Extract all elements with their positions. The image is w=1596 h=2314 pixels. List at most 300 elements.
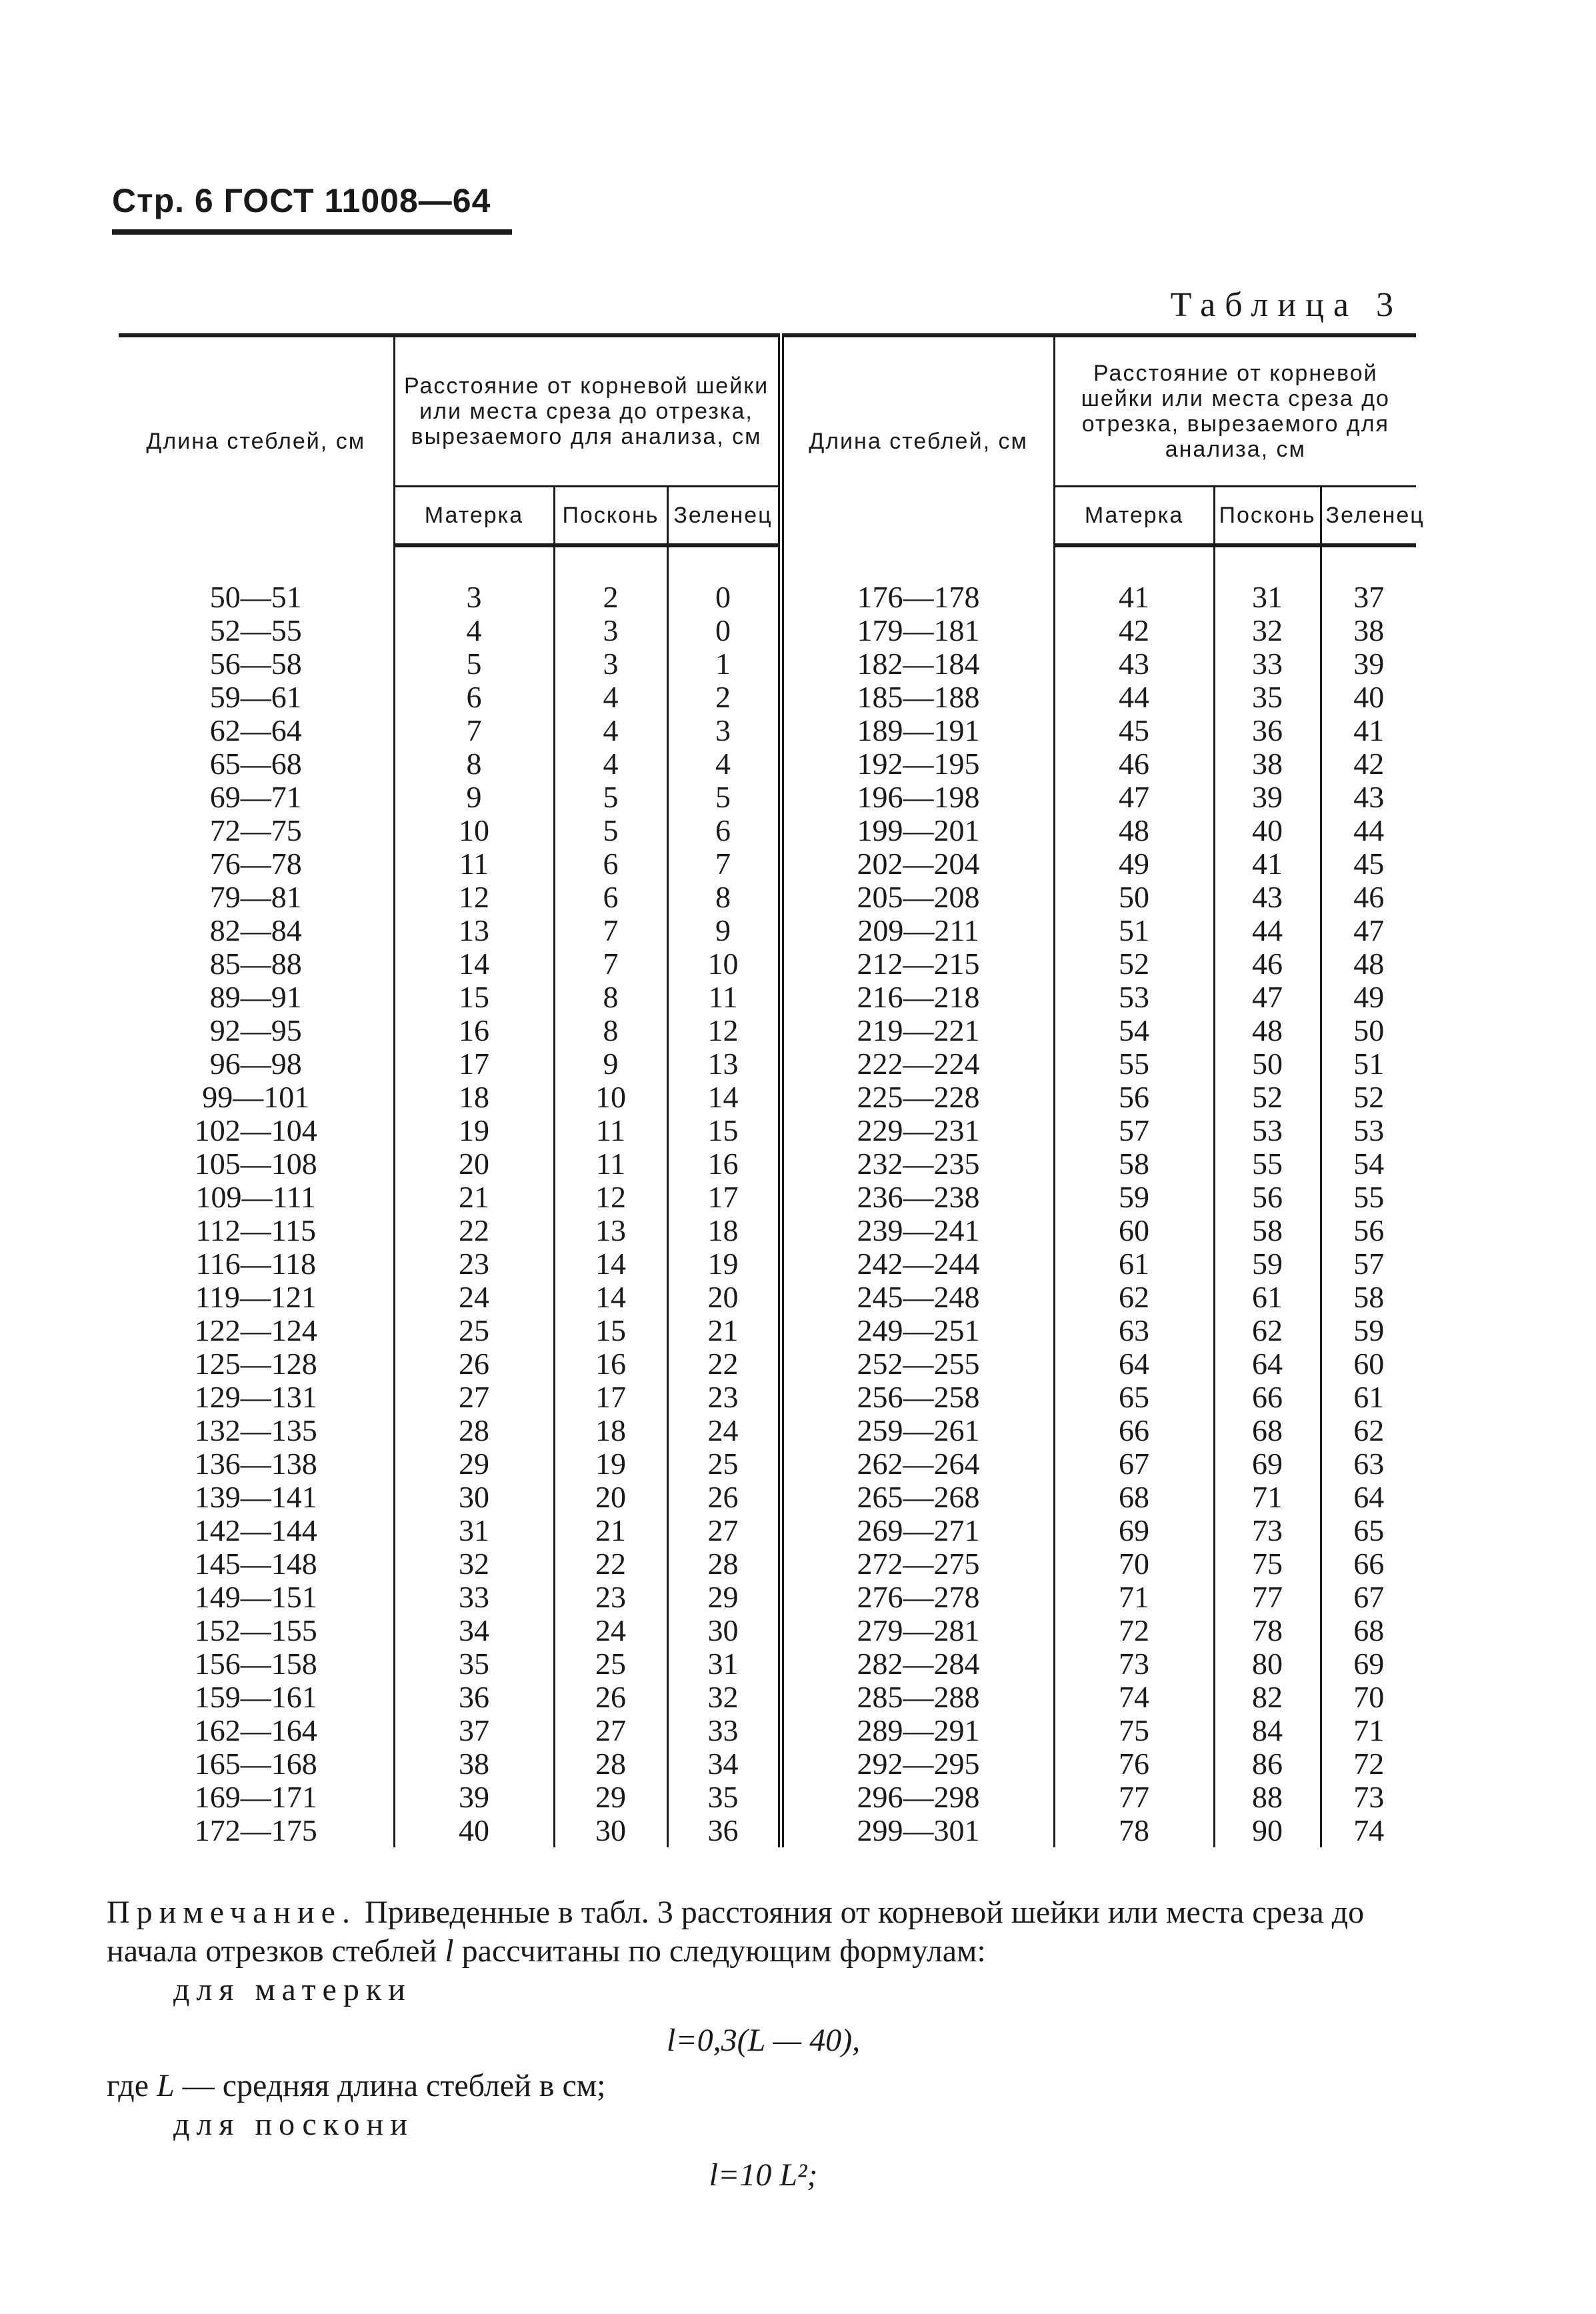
right-length-cell: 189—191 xyxy=(781,714,1054,747)
right-length-cell: 209—211 xyxy=(781,914,1054,947)
left-length-cell: 119—121 xyxy=(119,1281,394,1314)
right-poskon-cell: 59 xyxy=(1214,1247,1321,1281)
left-zelenets-cell: 12 xyxy=(667,1014,781,1047)
left-poskon-cell: 12 xyxy=(554,1181,667,1214)
left-poskon-cell: 23 xyxy=(554,1581,667,1614)
right-length-cell: 289—291 xyxy=(781,1714,1054,1747)
right-zelenets-cell: 72 xyxy=(1353,1747,1385,1781)
spacer-cell xyxy=(119,545,394,581)
right-poskon-cell: 31 xyxy=(1214,581,1321,614)
right-materka-cell: 58 xyxy=(1054,1147,1214,1181)
left-sub-materka: Матерка xyxy=(394,487,554,546)
left-length-cell: 82—84 xyxy=(119,914,394,947)
left-poskon-cell: 4 xyxy=(554,714,667,747)
right-poskon-cell: 48 xyxy=(1214,1014,1321,1047)
left-materka-cell: 32 xyxy=(394,1547,554,1581)
left-zelenets-cell: 6 xyxy=(667,814,781,847)
left-zelenets-cell: 20 xyxy=(667,1281,781,1314)
table-row xyxy=(119,1447,1416,1481)
right-sub-poskon: Посконь xyxy=(1214,487,1321,546)
right-zelenets-cell: 68 xyxy=(1353,1613,1385,1647)
right-poskon-cell: 68 xyxy=(1214,1414,1321,1447)
left-zelenets-cell: 36 xyxy=(667,1814,781,1847)
right-materka-cell: 45 xyxy=(1054,714,1214,747)
left-poskon-cell: 27 xyxy=(554,1714,667,1747)
left-poskon-cell: 18 xyxy=(554,1414,667,1447)
left-poskon-cell: 6 xyxy=(554,847,667,881)
left-sub-poskon: Посконь xyxy=(554,487,667,546)
left-poskon-cell: 3 xyxy=(554,647,667,681)
right-distance-header: Расстояние от корневой шейки или места среза до отрезка, вырезаемого для анализа, см xyxy=(1054,335,1416,487)
left-poskon-cell: 21 xyxy=(554,1514,667,1547)
left-poskon-cell: 14 xyxy=(554,1281,667,1314)
right-zelenets-cell: 42 xyxy=(1353,747,1385,781)
table-row xyxy=(119,1214,1416,1247)
right-zelenets-cell: 41 xyxy=(1353,713,1385,747)
right-length-cell: 196—198 xyxy=(781,781,1054,814)
left-materka-cell: 22 xyxy=(394,1214,554,1247)
note-label: Примечание. xyxy=(107,1895,357,1930)
table-row xyxy=(119,1547,1416,1581)
table-row xyxy=(119,1381,1416,1414)
left-poskon-cell: 15 xyxy=(554,1314,667,1347)
left-materka-cell: 17 xyxy=(394,1047,554,1081)
right-poskon-cell: 55 xyxy=(1214,1147,1321,1181)
left-length-cell: 109—111 xyxy=(119,1181,394,1214)
right-sub-materka: Матерка xyxy=(1054,487,1214,546)
right-materka-cell: 53 xyxy=(1054,981,1214,1014)
right-length-cell: 179—181 xyxy=(781,614,1054,647)
right-length-cell: 279—281 xyxy=(781,1614,1054,1647)
right-length-cell: 282—284 xyxy=(781,1647,1054,1681)
right-length-cell: 205—208 xyxy=(781,881,1054,914)
right-materka-cell: 65 xyxy=(1054,1381,1214,1414)
left-poskon-cell: 5 xyxy=(554,814,667,847)
spacer-cell xyxy=(394,545,554,581)
left-poskon-cell: 2 xyxy=(554,581,667,614)
left-materka-cell: 34 xyxy=(394,1614,554,1647)
left-poskon-cell: 24 xyxy=(554,1614,667,1647)
left-poskon-cell: 19 xyxy=(554,1447,667,1481)
right-length-cell: 256—258 xyxy=(781,1381,1054,1414)
left-materka-cell: 14 xyxy=(394,947,554,981)
left-materka-cell: 13 xyxy=(394,914,554,947)
left-sub-zelenets: Зеленец xyxy=(667,487,781,546)
right-materka-cell: 57 xyxy=(1054,1114,1214,1147)
formula-poskon: l=10 L²; xyxy=(709,2157,818,2193)
left-length-cell: 52—55 xyxy=(119,614,394,647)
right-zelenets-cell: 51 xyxy=(1353,1047,1385,1081)
left-zelenets-cell: 18 xyxy=(667,1214,781,1247)
left-length-cell: 116—118 xyxy=(119,1247,394,1281)
right-zelenets-cell: 70 xyxy=(1353,1680,1385,1714)
left-length-cell: 149—151 xyxy=(119,1581,394,1614)
right-poskon-cell: 82 xyxy=(1214,1681,1321,1714)
right-poskon-cell: 71 xyxy=(1214,1481,1321,1514)
right-zelenets-cell: 52 xyxy=(1353,1080,1385,1114)
right-materka-cell: 50 xyxy=(1054,881,1214,914)
right-length-header: Длина стеблей, см xyxy=(781,335,1054,545)
left-length-cell: 50—51 xyxy=(119,581,394,614)
left-length-cell: 125—128 xyxy=(119,1347,394,1381)
page-header xyxy=(112,181,491,220)
left-materka-cell: 36 xyxy=(394,1681,554,1714)
left-materka-cell: 27 xyxy=(394,1381,554,1414)
table-row xyxy=(119,1114,1416,1147)
right-materka-cell: 59 xyxy=(1054,1181,1214,1214)
table-row xyxy=(119,1714,1416,1747)
left-length-cell: 159—161 xyxy=(119,1681,394,1714)
right-materka-cell: 41 xyxy=(1054,581,1214,614)
table-row xyxy=(119,847,1416,881)
table-row xyxy=(119,1081,1416,1114)
right-zelenets-cell: 71 xyxy=(1353,1713,1385,1747)
left-materka-cell: 11 xyxy=(394,847,554,881)
right-materka-cell: 56 xyxy=(1054,1081,1214,1114)
left-zelenets-cell: 7 xyxy=(667,847,781,881)
right-length-cell: 192—195 xyxy=(781,747,1054,781)
left-length-cell: 136—138 xyxy=(119,1447,394,1481)
right-poskon-cell: 58 xyxy=(1214,1214,1321,1247)
left-length-cell: 132—135 xyxy=(119,1414,394,1447)
table-row xyxy=(119,614,1416,647)
table-row xyxy=(119,1414,1416,1447)
right-poskon-cell: 46 xyxy=(1214,947,1321,981)
right-zelenets-cell: 62 xyxy=(1353,1413,1385,1447)
table-row xyxy=(119,781,1416,814)
right-zelenets-cell: 37 xyxy=(1353,580,1385,614)
left-poskon-cell: 6 xyxy=(554,881,667,914)
left-poskon-cell: 16 xyxy=(554,1347,667,1381)
left-poskon-cell: 22 xyxy=(554,1547,667,1581)
table-row xyxy=(119,714,1416,747)
spacer-cell xyxy=(781,545,1054,581)
right-zelenets-cell: 59 xyxy=(1353,1313,1385,1347)
left-poskon-cell: 20 xyxy=(554,1481,667,1514)
left-zelenets-cell: 16 xyxy=(667,1147,781,1181)
left-length-cell: 122—124 xyxy=(119,1314,394,1347)
right-poskon-cell: 88 xyxy=(1214,1781,1321,1814)
right-materka-cell: 76 xyxy=(1054,1747,1214,1781)
left-materka-cell: 25 xyxy=(394,1314,554,1347)
table-row xyxy=(119,1347,1416,1381)
left-poskon-cell: 26 xyxy=(554,1681,667,1714)
table-row xyxy=(119,1814,1416,1847)
page-header-text: Стр. 6 ГОСТ 11008—64 xyxy=(112,182,491,219)
table-row xyxy=(119,1314,1416,1347)
right-materka-cell: 60 xyxy=(1054,1214,1214,1247)
left-materka-cell: 18 xyxy=(394,1081,554,1114)
right-zelenets-cell: 63 xyxy=(1353,1447,1385,1481)
right-materka-cell: 55 xyxy=(1054,1047,1214,1081)
left-materka-cell: 33 xyxy=(394,1581,554,1614)
table-row xyxy=(119,1247,1416,1281)
left-zelenets-cell: 34 xyxy=(667,1747,781,1781)
right-zelenets-cell: 40 xyxy=(1353,680,1385,714)
left-materka-cell: 26 xyxy=(394,1347,554,1381)
left-materka-cell: 9 xyxy=(394,781,554,814)
right-length-cell: 245—248 xyxy=(781,1281,1054,1314)
right-materka-cell: 52 xyxy=(1054,947,1214,981)
left-materka-cell: 24 xyxy=(394,1281,554,1314)
spacer-cell xyxy=(1321,545,1416,581)
right-poskon-cell: 90 xyxy=(1214,1814,1321,1847)
right-materka-cell: 74 xyxy=(1054,1681,1214,1714)
right-length-cell: 176—178 xyxy=(781,581,1054,614)
table-row xyxy=(119,914,1416,947)
left-zelenets-cell: 4 xyxy=(667,747,781,781)
right-materka-cell: 43 xyxy=(1054,647,1214,681)
left-materka-cell: 8 xyxy=(394,747,554,781)
right-materka-cell: 72 xyxy=(1054,1614,1214,1647)
left-length-cell: 79—81 xyxy=(119,881,394,914)
right-zelenets-cell: 44 xyxy=(1353,813,1385,847)
note-var-l: l xyxy=(445,1933,454,1969)
right-zelenets-cell: 65 xyxy=(1353,1513,1385,1547)
left-zelenets-cell: 13 xyxy=(667,1047,781,1081)
right-materka-cell: 44 xyxy=(1054,681,1214,714)
left-materka-cell: 38 xyxy=(394,1747,554,1781)
left-poskon-cell: 7 xyxy=(554,947,667,981)
left-zelenets-cell: 19 xyxy=(667,1247,781,1281)
right-poskon-cell: 47 xyxy=(1214,981,1321,1014)
left-poskon-cell: 11 xyxy=(554,1147,667,1181)
left-length-header: Длина стеблей, см xyxy=(119,335,394,545)
right-length-cell: 229—231 xyxy=(781,1114,1054,1147)
spacer-cell xyxy=(554,545,667,581)
right-length-cell: 269—271 xyxy=(781,1514,1054,1547)
left-length-cell: 65—68 xyxy=(119,747,394,781)
right-length-cell: 252—255 xyxy=(781,1347,1054,1381)
left-zelenets-cell: 30 xyxy=(667,1614,781,1647)
right-length-cell: 299—301 xyxy=(781,1814,1054,1847)
right-materka-cell: 46 xyxy=(1054,747,1214,781)
left-materka-cell: 19 xyxy=(394,1114,554,1147)
left-materka-cell: 10 xyxy=(394,814,554,847)
note-where-prefix: где xyxy=(107,2068,149,2103)
left-length-cell: 99—101 xyxy=(119,1081,394,1114)
right-materka-cell: 64 xyxy=(1054,1347,1214,1381)
right-materka-cell: 78 xyxy=(1054,1814,1214,1847)
right-poskon-cell: 33 xyxy=(1214,647,1321,681)
right-materka-cell: 54 xyxy=(1054,1014,1214,1047)
left-poskon-cell: 30 xyxy=(554,1814,667,1847)
right-zelenets-cell: 54 xyxy=(1353,1147,1385,1181)
left-zelenets-cell: 24 xyxy=(667,1414,781,1447)
table-row xyxy=(119,1647,1416,1681)
right-poskon-cell: 35 xyxy=(1214,681,1321,714)
left-zelenets-cell: 27 xyxy=(667,1514,781,1547)
right-zelenets-cell: 38 xyxy=(1353,613,1385,647)
right-materka-cell: 66 xyxy=(1054,1414,1214,1447)
left-materka-cell: 39 xyxy=(394,1781,554,1814)
note-for-poskon: для поскони xyxy=(173,2107,414,2142)
table-row xyxy=(119,1481,1416,1514)
left-zelenets-cell: 23 xyxy=(667,1381,781,1414)
right-poskon-cell: 53 xyxy=(1214,1114,1321,1147)
right-length-cell: 262—264 xyxy=(781,1447,1054,1481)
table-row xyxy=(119,1614,1416,1647)
right-length-cell: 216—218 xyxy=(781,981,1054,1014)
right-zelenets-cell: 55 xyxy=(1353,1180,1385,1214)
note-text-2: рассчитаны по следующим формулам: xyxy=(461,1933,986,1969)
table-spacer-row xyxy=(119,545,1416,581)
right-length-cell: 185—188 xyxy=(781,681,1054,714)
spacer-cell xyxy=(1214,545,1321,581)
left-zelenets-cell: 29 xyxy=(667,1581,781,1614)
right-zelenets-cell: 74 xyxy=(1353,1813,1385,1847)
right-zelenets-cell: 45 xyxy=(1353,847,1385,881)
table-row xyxy=(119,1514,1416,1547)
right-zelenets-cell: 48 xyxy=(1353,947,1385,981)
left-zelenets-cell: 22 xyxy=(667,1347,781,1381)
right-poskon-cell: 56 xyxy=(1214,1181,1321,1214)
right-materka-cell: 61 xyxy=(1054,1247,1214,1281)
right-poskon-cell: 84 xyxy=(1214,1714,1321,1747)
table-row xyxy=(119,981,1416,1014)
right-zelenets-cell: 66 xyxy=(1353,1547,1385,1581)
left-length-cell: 92—95 xyxy=(119,1014,394,1047)
left-length-cell: 59—61 xyxy=(119,681,394,714)
left-length-cell: 145—148 xyxy=(119,1547,394,1581)
left-materka-cell: 7 xyxy=(394,714,554,747)
left-materka-cell: 40 xyxy=(394,1814,554,1847)
left-poskon-cell: 28 xyxy=(554,1747,667,1781)
right-zelenets-cell: 53 xyxy=(1353,1113,1385,1147)
table-row xyxy=(119,647,1416,681)
table-row xyxy=(119,814,1416,847)
left-length-cell: 62—64 xyxy=(119,714,394,747)
right-length-cell: 296—298 xyxy=(781,1781,1054,1814)
right-poskon-cell: 62 xyxy=(1214,1314,1321,1347)
table-row xyxy=(119,581,1416,614)
left-zelenets-cell: 8 xyxy=(667,881,781,914)
right-poskon-cell: 64 xyxy=(1214,1347,1321,1381)
right-poskon-cell: 43 xyxy=(1214,881,1321,914)
left-length-cell: 72—75 xyxy=(119,814,394,847)
right-poskon-cell: 44 xyxy=(1214,914,1321,947)
left-zelenets-cell: 11 xyxy=(667,981,781,1014)
left-materka-cell: 23 xyxy=(394,1247,554,1281)
right-length-cell: 232—235 xyxy=(781,1147,1054,1181)
table-row xyxy=(119,1681,1416,1714)
left-materka-cell: 20 xyxy=(394,1147,554,1181)
left-materka-cell: 4 xyxy=(394,614,554,647)
right-length-cell: 239—241 xyxy=(781,1214,1054,1247)
table-row xyxy=(119,947,1416,981)
left-length-cell: 89—91 xyxy=(119,981,394,1014)
table-row xyxy=(119,747,1416,781)
left-zelenets-cell: 9 xyxy=(667,914,781,947)
formula-materka: l=0,3(L — 40), xyxy=(666,2023,861,2058)
left-poskon-cell: 8 xyxy=(554,1014,667,1047)
right-materka-cell: 71 xyxy=(1054,1581,1214,1614)
right-zelenets-cell: 57 xyxy=(1353,1247,1385,1281)
left-length-cell: 142—144 xyxy=(119,1514,394,1547)
right-poskon-cell: 32 xyxy=(1214,614,1321,647)
left-materka-cell: 28 xyxy=(394,1414,554,1447)
right-length-cell: 219—221 xyxy=(781,1014,1054,1047)
distance-table xyxy=(119,333,1425,1847)
left-zelenets-cell: 35 xyxy=(667,1781,781,1814)
left-length-cell: 156—158 xyxy=(119,1647,394,1681)
left-materka-cell: 29 xyxy=(394,1447,554,1481)
right-length-cell: 202—204 xyxy=(781,847,1054,881)
right-zelenets-cell: 43 xyxy=(1353,780,1385,814)
left-zelenets-cell: 0 xyxy=(667,614,781,647)
right-length-cell: 222—224 xyxy=(781,1047,1054,1081)
right-poskon-cell: 86 xyxy=(1214,1747,1321,1781)
right-materka-cell: 73 xyxy=(1054,1647,1214,1681)
right-zelenets-cell: 58 xyxy=(1353,1280,1385,1314)
left-poskon-cell: 13 xyxy=(554,1214,667,1247)
left-zelenets-cell: 33 xyxy=(667,1714,781,1747)
left-zelenets-cell: 0 xyxy=(667,581,781,614)
left-materka-cell: 37 xyxy=(394,1714,554,1747)
left-poskon-cell: 5 xyxy=(554,781,667,814)
left-zelenets-cell: 14 xyxy=(667,1081,781,1114)
note-var-L: L xyxy=(157,2068,175,2103)
left-poskon-cell: 25 xyxy=(554,1647,667,1681)
right-zelenets-cell: 61 xyxy=(1353,1380,1385,1414)
left-length-cell: 96—98 xyxy=(119,1047,394,1081)
right-zelenets-cell: 49 xyxy=(1353,980,1385,1014)
left-length-cell: 102—104 xyxy=(119,1114,394,1147)
right-length-cell: 182—184 xyxy=(781,647,1054,681)
left-poskon-cell: 9 xyxy=(554,1047,667,1081)
right-materka-cell: 75 xyxy=(1054,1714,1214,1747)
right-poskon-cell: 77 xyxy=(1214,1581,1321,1614)
left-poskon-cell: 29 xyxy=(554,1781,667,1814)
right-zelenets-cell: 67 xyxy=(1353,1580,1385,1614)
left-zelenets-cell: 31 xyxy=(667,1647,781,1681)
left-zelenets-cell: 28 xyxy=(667,1547,781,1581)
left-materka-cell: 3 xyxy=(394,581,554,614)
right-length-cell: 265—268 xyxy=(781,1481,1054,1514)
table-note xyxy=(107,1893,1420,2201)
left-length-cell: 152—155 xyxy=(119,1614,394,1647)
left-poskon-cell: 8 xyxy=(554,981,667,1014)
right-materka-cell: 68 xyxy=(1054,1481,1214,1514)
table-caption: Таблица 3 xyxy=(1170,286,1403,324)
right-length-cell: 259—261 xyxy=(781,1414,1054,1447)
right-zelenets-cell: 60 xyxy=(1353,1347,1385,1381)
table-body xyxy=(119,545,1416,1847)
right-length-cell: 285—288 xyxy=(781,1681,1054,1714)
left-zelenets-cell: 5 xyxy=(667,781,781,814)
right-materka-cell: 62 xyxy=(1054,1281,1214,1314)
left-zelenets-cell: 10 xyxy=(667,947,781,981)
left-materka-cell: 12 xyxy=(394,881,554,914)
left-zelenets-cell: 25 xyxy=(667,1447,781,1481)
right-poskon-cell: 39 xyxy=(1214,781,1321,814)
right-poskon-cell: 52 xyxy=(1214,1081,1321,1114)
left-zelenets-cell: 3 xyxy=(667,714,781,747)
right-length-cell: 292—295 xyxy=(781,1747,1054,1781)
right-poskon-cell: 38 xyxy=(1214,747,1321,781)
left-zelenets-cell: 21 xyxy=(667,1314,781,1347)
note-for-materka: для матерки xyxy=(173,1972,412,2007)
right-materka-cell: 51 xyxy=(1054,914,1214,947)
spacer-cell xyxy=(667,545,781,581)
right-materka-cell: 48 xyxy=(1054,814,1214,847)
table-row xyxy=(119,1147,1416,1181)
left-length-cell: 139—141 xyxy=(119,1481,394,1514)
right-poskon-cell: 36 xyxy=(1214,714,1321,747)
right-poskon-cell: 40 xyxy=(1214,814,1321,847)
left-length-cell: 112—115 xyxy=(119,1214,394,1247)
table-row xyxy=(119,1281,1416,1314)
